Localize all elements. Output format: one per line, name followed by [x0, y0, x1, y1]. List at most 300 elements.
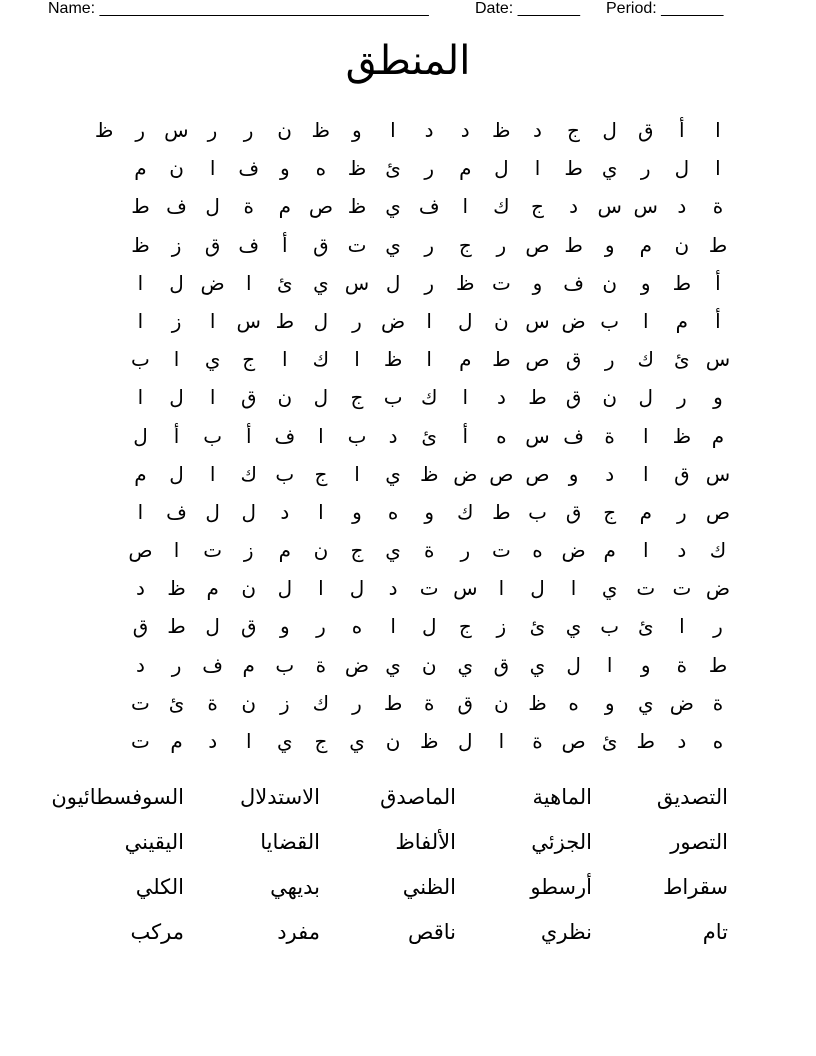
grid-letter: ة: [532, 731, 543, 753]
grid-letter: ف: [238, 158, 260, 181]
grid-letter: ي: [313, 272, 329, 295]
grid-letter: ا: [642, 463, 649, 486]
grid-letter: ر: [171, 654, 182, 677]
grid-letter: ف: [563, 272, 584, 295]
grid-letter: ق: [313, 234, 329, 257]
grid-letter: ل: [133, 425, 148, 448]
grid-letter: ر: [352, 310, 362, 333]
grid-letter: ي: [385, 540, 401, 563]
grid-letter: ط: [492, 501, 511, 524]
word-bank-row: [48, 910, 728, 955]
page-title: المنطق: [345, 39, 471, 83]
word-bank-item: اليقيني: [124, 831, 184, 854]
grid-letter: ك: [457, 501, 474, 524]
grid-letter: ك: [709, 540, 727, 563]
grid-row: [86, 608, 736, 646]
grid-letter: ل: [530, 578, 545, 601]
grid-letter: ق: [204, 234, 221, 257]
word-bank-item: مفرد: [277, 921, 320, 944]
grid-letter: ة: [423, 692, 435, 715]
grid-letter: ق: [565, 387, 582, 410]
grid-letter: ق: [240, 387, 257, 410]
grid-letter: ي: [385, 234, 401, 257]
grid-letter: ف: [166, 501, 187, 524]
grid-letter: ا: [462, 387, 469, 410]
grid-letter: م: [134, 158, 147, 181]
grid-row: [86, 303, 736, 341]
grid-row: [86, 685, 736, 723]
grid-letter: ط: [708, 234, 728, 257]
grid-row: [86, 379, 736, 417]
word-bank-item: بديهي: [270, 876, 320, 899]
grid-letter: ل: [458, 731, 473, 753]
grid-letter: ق: [240, 616, 257, 639]
grid-letter: ص: [525, 463, 550, 486]
worksheet-header: [48, 0, 748, 18]
grid-letter: أ: [245, 425, 252, 448]
grid-letter: ن: [494, 692, 509, 715]
grid-letter: ط: [636, 731, 656, 753]
grid-letter: ج: [314, 463, 328, 486]
grid-letter: ي: [385, 654, 401, 677]
grid-letter: ظ: [419, 463, 439, 486]
grid-letter: ق: [457, 692, 474, 715]
grid-letter: ئ: [168, 692, 185, 715]
grid-letter: ظ: [347, 196, 367, 219]
word-bank-item: أرسطو: [530, 876, 592, 899]
grid-letter: و: [640, 654, 651, 677]
grid-letter: ر: [677, 387, 687, 410]
grid-letter: ا: [606, 654, 613, 677]
grid-letter: د: [569, 196, 579, 219]
grid-letter: ط: [672, 272, 692, 295]
grid-row: [86, 265, 736, 303]
grid-letter: ه: [568, 692, 579, 715]
grid-letter: ا: [318, 578, 324, 601]
grid-letter: ي: [565, 616, 582, 639]
grid-letter: ا: [354, 349, 360, 372]
grid-letter: ب: [275, 463, 295, 486]
grid-letter: ظ: [94, 120, 114, 142]
grid-letter: ط: [528, 387, 547, 410]
word-bank-row: [48, 775, 728, 820]
grid-letter: ر: [713, 616, 723, 639]
grid-letter: د: [424, 120, 434, 142]
grid-letter: ت: [636, 578, 656, 601]
grid-letter: ض: [344, 654, 370, 677]
word-bank-item: الألفاظ: [395, 831, 456, 854]
grid-letter: د: [388, 425, 398, 448]
grid-letter: ب: [203, 425, 223, 448]
grid-letter: ا: [173, 349, 180, 372]
grid-letter: ا: [390, 616, 396, 639]
grid-letter: ه: [387, 501, 399, 524]
grid-letter: ظ: [456, 272, 475, 295]
grid-letter: ا: [534, 158, 541, 181]
grid-letter: ا: [462, 196, 469, 219]
grid-row: [86, 456, 736, 494]
grid-letter: ق: [493, 654, 510, 677]
grid-letter: أ: [462, 425, 469, 448]
grid-letter: ط: [167, 616, 186, 639]
grid-letter: ت: [347, 234, 367, 257]
grid-letter: ا: [715, 120, 721, 142]
grid-letter: ض: [561, 540, 586, 563]
grid-row: [86, 150, 736, 188]
grid-letter: ك: [420, 387, 438, 410]
period-field: Period: _______: [606, 0, 724, 17]
grid-row: [86, 723, 736, 761]
grid-letter: ا: [318, 425, 324, 448]
grid-letter: ن: [602, 387, 618, 410]
grid-letter: ل: [169, 387, 184, 410]
grid-letter: ي: [385, 196, 401, 219]
grid-letter: ظ: [528, 692, 547, 715]
grid-letter: ف: [238, 234, 260, 257]
grid-letter: ر: [496, 234, 507, 257]
word-bank-item: التصور: [670, 831, 728, 854]
grid-letter: ص: [525, 349, 550, 372]
grid-letter: ن: [313, 540, 329, 563]
grid-letter: ن: [277, 387, 293, 410]
word-search-grid: [86, 112, 736, 761]
word-bank-item: الكلي: [135, 876, 184, 899]
grid-letter: ب: [275, 654, 295, 677]
grid-letter: د: [677, 540, 687, 563]
grid-letter: ن: [169, 158, 184, 181]
grid-letter: ج: [242, 349, 256, 372]
grid-letter: ا: [318, 501, 324, 524]
grid-letter: أ: [282, 234, 288, 257]
grid-letter: ل: [494, 158, 509, 181]
grid-letter: ل: [313, 310, 329, 333]
grid-letter: ل: [169, 272, 184, 295]
grid-letter: ص: [705, 501, 731, 524]
grid-letter: ل: [205, 616, 220, 639]
grid-letter: ل: [205, 196, 220, 219]
grid-letter: ي: [601, 578, 618, 601]
grid-letter: ر: [460, 540, 471, 563]
grid-letter: ظ: [167, 578, 186, 601]
grid-letter: ق: [132, 616, 149, 639]
grid-letter: س: [525, 425, 550, 448]
grid-letter: ة: [712, 692, 724, 715]
grid-letter: ز: [171, 234, 182, 257]
grid-letter: ز: [279, 692, 290, 715]
grid-letter: ر: [207, 120, 218, 142]
grid-letter: ا: [570, 578, 577, 601]
grid-letter: أ: [715, 272, 721, 295]
word-bank-row: [48, 865, 728, 910]
grid-letter: ر: [604, 349, 615, 372]
grid-letter: ي: [349, 731, 365, 753]
grid-letter: ا: [679, 616, 685, 639]
word-bank-item: الماهية: [532, 786, 592, 809]
grid-letter: د: [532, 120, 542, 142]
grid-letter: ي: [457, 654, 474, 677]
grid-letter: ئ: [421, 425, 438, 448]
grid-letter: د: [388, 578, 398, 601]
grid-letter: ض: [453, 463, 478, 486]
grid-row: [86, 570, 736, 608]
grid-letter: ا: [137, 310, 144, 333]
grid-letter: ة: [604, 425, 615, 448]
grid-letter: ف: [166, 196, 187, 219]
grid-letter: ص: [561, 731, 586, 753]
grid-letter: ج: [603, 501, 617, 524]
grid-letter: ط: [564, 158, 583, 181]
grid-letter: ه: [315, 158, 327, 181]
grid-letter: ة: [243, 196, 254, 219]
grid-letter: ي: [204, 349, 221, 372]
grid-letter: ل: [277, 578, 293, 601]
grid-letter: ئ: [637, 616, 654, 639]
grid-letter: ظ: [347, 158, 367, 181]
grid-letter: م: [278, 196, 292, 219]
grid-letter: ض: [705, 578, 731, 601]
grid-letter: ط: [708, 654, 728, 677]
grid-letter: ئ: [385, 158, 401, 181]
grid-letter: ظ: [419, 731, 439, 753]
grid-letter: ه: [351, 616, 363, 639]
grid-letter: ف: [563, 425, 584, 448]
grid-letter: ظ: [672, 425, 692, 448]
grid-letter: ا: [426, 349, 432, 372]
grid-letter: ج: [531, 196, 544, 219]
grid-letter: ا: [426, 310, 432, 333]
grid-letter: ظ: [383, 349, 403, 372]
grid-letter: ي: [637, 692, 654, 715]
grid-letter: ض: [200, 272, 225, 295]
grid-letter: ب: [347, 425, 367, 448]
grid-letter: س: [344, 272, 370, 295]
grid-letter: س: [705, 349, 731, 372]
grid-letter: ه: [532, 540, 543, 563]
grid-letter: ئ: [529, 616, 546, 639]
grid-letter: ا: [390, 120, 396, 142]
name-field: Name: _____________________________________: [48, 0, 429, 17]
grid-letter: ا: [354, 463, 360, 486]
grid-letter: ن: [385, 731, 401, 753]
grid-row: [86, 494, 736, 532]
word-bank-item: مركب: [130, 921, 184, 944]
grid-letter: ق: [565, 501, 582, 524]
grid-letter: ط: [492, 349, 511, 372]
grid-letter: ط: [383, 692, 403, 715]
grid-letter: د: [136, 654, 145, 677]
grid-letter: ظ: [492, 120, 511, 142]
grid-letter: ض: [381, 310, 406, 333]
grid-letter: ل: [421, 616, 437, 639]
grid-letter: ن: [494, 310, 509, 333]
grid-letter: م: [278, 540, 292, 563]
grid-letter: ص: [128, 540, 153, 563]
grid-letter: ت: [419, 578, 439, 601]
grid-letter: ف: [418, 196, 440, 219]
grid-letter: ا: [137, 501, 144, 524]
grid-letter: ر: [424, 158, 435, 181]
grid-letter: ص: [489, 463, 514, 486]
grid-letter: م: [459, 158, 472, 181]
grid-letter: ج: [458, 234, 472, 257]
grid-letter: ص: [308, 196, 334, 219]
grid-letter: ن: [241, 578, 257, 601]
grid-letter: ج: [567, 120, 580, 142]
grid-letter: أ: [679, 120, 685, 142]
grid-letter: ك: [637, 349, 654, 372]
grid-letter: ز: [171, 310, 182, 333]
grid-letter: ك: [312, 349, 330, 372]
grid-letter: ب: [600, 310, 620, 333]
grid-letter: م: [639, 501, 652, 524]
grid-letter: ق: [674, 463, 690, 486]
word-bank-item: الماصدق: [380, 786, 456, 809]
grid-letter: ت: [131, 731, 150, 753]
grid-letter: ا: [173, 540, 180, 563]
grid-letter: ا: [137, 272, 144, 295]
grid-letter: ص: [525, 234, 550, 257]
grid-letter: ا: [498, 578, 505, 601]
grid-letter: ر: [352, 692, 362, 715]
grid-row: [86, 112, 736, 150]
grid-letter: ن: [421, 654, 437, 677]
grid-letter: ل: [169, 463, 184, 486]
grid-letter: ا: [282, 349, 288, 372]
word-bank-item: الاستدلال: [239, 786, 320, 809]
grid-letter: م: [711, 425, 725, 448]
grid-letter: ة: [712, 196, 724, 219]
grid-letter: ج: [458, 616, 472, 639]
grid-letter: ا: [137, 387, 144, 410]
grid-letter: ل: [638, 387, 654, 410]
grid-letter: ل: [349, 578, 365, 601]
word-bank-item: تام: [702, 921, 728, 944]
grid-letter: م: [603, 540, 616, 563]
date-field: Date: _______: [475, 0, 580, 17]
grid-letter: د: [677, 731, 687, 753]
grid-letter: ب: [131, 349, 150, 372]
grid-letter: ئ: [674, 349, 690, 372]
word-bank-item: نظري: [540, 921, 592, 944]
grid-letter: و: [352, 120, 362, 142]
grid-letter: ج: [350, 540, 364, 563]
grid-letter: س: [236, 310, 261, 333]
grid-letter: د: [136, 578, 145, 601]
grid-letter: و: [424, 501, 435, 524]
grid-letter: ت: [672, 578, 692, 601]
grid-letter: ك: [493, 196, 510, 219]
grid-letter: ط: [275, 310, 295, 333]
grid-letter: د: [460, 120, 470, 142]
grid-letter: ز: [496, 616, 507, 639]
grid-letter: ل: [674, 158, 690, 181]
grid-letter: ظ: [311, 120, 330, 142]
grid-letter: ر: [135, 120, 146, 142]
grid-letter: ج: [350, 387, 364, 410]
grid-letter: ب: [600, 616, 620, 639]
word-bank-item: التصديق: [656, 786, 728, 809]
grid-letter: ن: [277, 120, 292, 142]
grid-letter: ت: [491, 272, 511, 295]
grid-row: [86, 188, 736, 226]
grid-letter: ا: [715, 158, 721, 181]
grid-letter: د: [208, 731, 218, 753]
grid-row: [86, 418, 736, 456]
grid-letter: ز: [243, 540, 254, 563]
word-bank-item: سقراط: [662, 876, 728, 899]
word-bank-item: الظني: [402, 876, 456, 899]
grid-letter: ل: [385, 272, 401, 295]
grid-letter: ا: [245, 272, 252, 295]
grid-letter: م: [134, 463, 147, 486]
grid-letter: ض: [561, 310, 586, 333]
grid-letter: د: [677, 196, 687, 219]
grid-letter: ا: [642, 425, 649, 448]
grid-letter: ة: [207, 692, 218, 715]
grid-letter: ر: [640, 158, 651, 181]
grid-letter: و: [568, 463, 579, 486]
grid-letter: ر: [424, 272, 435, 295]
grid-letter: ه: [496, 425, 507, 448]
grid-row: [86, 532, 736, 570]
grid-letter: د: [605, 463, 615, 486]
grid-letter: ط: [131, 196, 150, 219]
grid-letter: ل: [566, 654, 581, 677]
grid-letter: ر: [316, 616, 326, 639]
grid-letter: ك: [312, 692, 330, 715]
grid-letter: ن: [602, 272, 618, 295]
grid-row: [86, 227, 736, 265]
grid-letter: س: [705, 463, 731, 486]
grid-letter: ئ: [277, 272, 293, 295]
grid-letter: ب: [528, 501, 547, 524]
grid-letter: و: [640, 272, 651, 295]
grid-letter: ي: [601, 158, 618, 181]
grid-letter: م: [459, 349, 472, 372]
grid-letter: م: [675, 310, 689, 333]
grid-letter: ض: [669, 692, 694, 715]
grid-letter: م: [639, 234, 652, 257]
grid-letter: و: [713, 387, 723, 410]
grid-letter: ظ: [131, 234, 150, 257]
word-bank-item: ناقص: [407, 921, 456, 944]
grid-letter: و: [532, 272, 543, 295]
grid-letter: و: [279, 158, 290, 181]
grid-letter: ن: [241, 692, 257, 715]
grid-letter: س: [164, 120, 189, 142]
grid-letter: ج: [314, 731, 328, 753]
grid-letter: د: [496, 387, 506, 410]
grid-letter: س: [525, 310, 550, 333]
grid-letter: ل: [241, 501, 256, 524]
grid-letter: ئ: [601, 731, 618, 753]
grid-letter: ف: [274, 425, 296, 448]
grid-letter: ا: [642, 540, 649, 563]
word-bank-item: القضايا: [260, 831, 320, 854]
grid-letter: م: [242, 654, 255, 677]
grid-letter: ة: [423, 540, 435, 563]
word-bank-item: السوفسطائيون: [51, 786, 184, 809]
grid-letter: و: [604, 234, 615, 257]
grid-letter: أ: [715, 310, 721, 333]
grid-letter: ت: [131, 692, 150, 715]
grid-letter: ف: [202, 654, 223, 677]
word-bank-item: الجزئي: [531, 831, 592, 854]
grid-letter: أ: [173, 425, 180, 448]
grid-letter: ل: [313, 387, 329, 410]
grid-letter: ق: [565, 349, 582, 372]
grid-letter: س: [633, 196, 658, 219]
